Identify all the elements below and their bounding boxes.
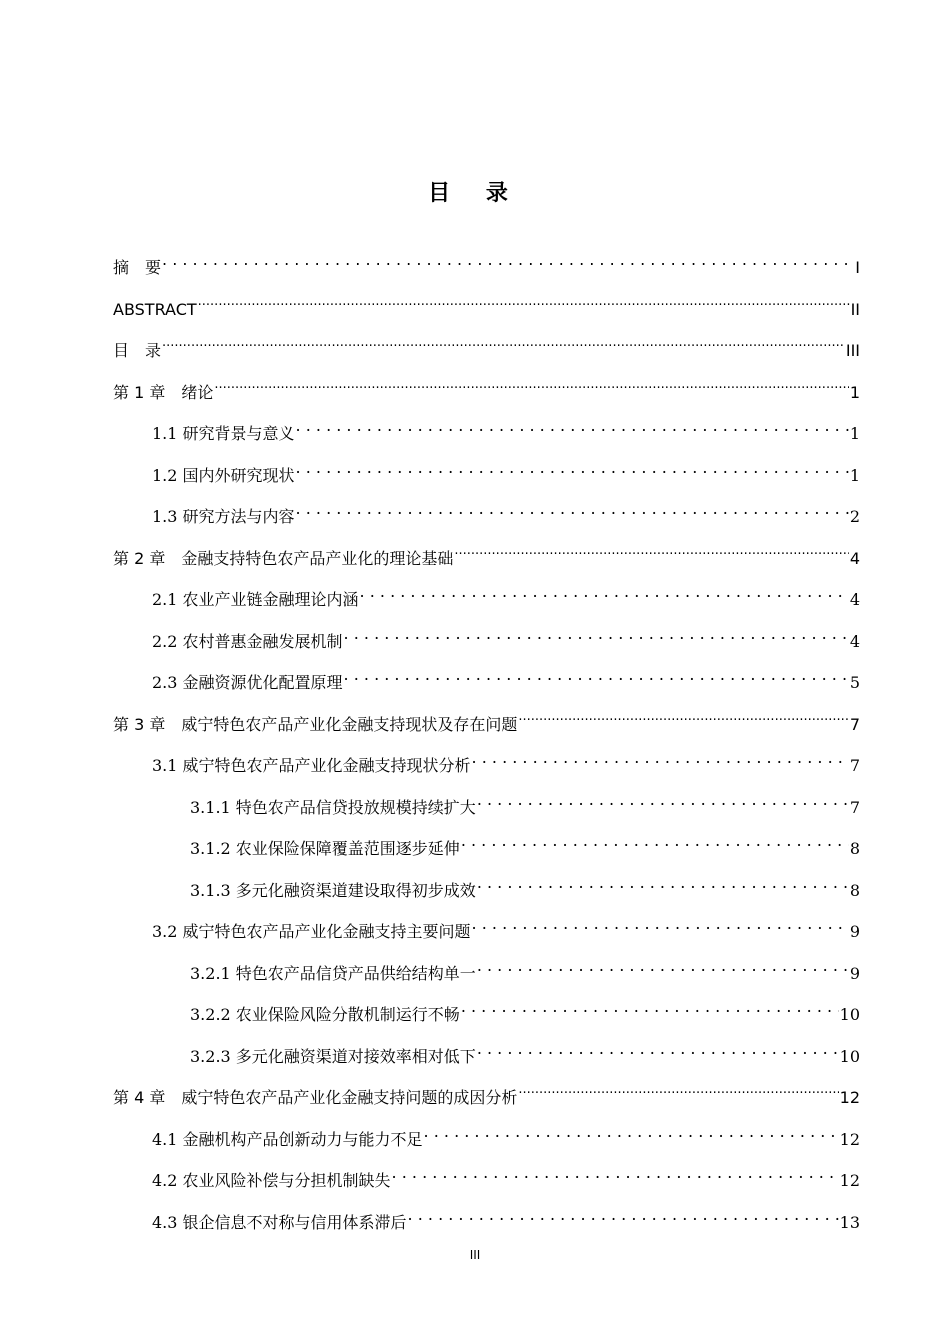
- toc-entry-label: 2.2 农村普惠金融发展机制: [152, 632, 343, 651]
- toc-entry-page: 10: [839, 1047, 860, 1066]
- toc-entry-section-3-2-3[interactable]: [190, 1036, 860, 1066]
- leader-dots: [344, 621, 849, 647]
- toc-entry-label: 第 4 章 威宁特色农产品产业化金融支持问题的成因分析: [113, 1088, 518, 1107]
- leader-dots: [408, 1202, 839, 1228]
- toc-entry-label: 第 2 章 金融支持特色农产品产业化的理论基础: [113, 549, 454, 568]
- toc-entry-label: 1.2 国内外研究现状: [152, 466, 295, 485]
- page-title: 目 录: [428, 181, 522, 206]
- toc-entry-page: 9: [849, 964, 860, 983]
- toc-entry-section-4-1[interactable]: [152, 1119, 860, 1149]
- toc-entry-section-4-3[interactable]: [152, 1202, 860, 1232]
- toc-entry-page: 7: [849, 715, 860, 734]
- leader-dots: [392, 1160, 839, 1186]
- toc-entry-chapter-2[interactable]: [113, 538, 860, 568]
- toc-entry-section-3-1-2[interactable]: [190, 828, 860, 858]
- toc-entry-label: 1.1 研究背景与意义: [152, 424, 295, 443]
- toc-entry-section-4-2[interactable]: [152, 1160, 860, 1190]
- toc-entry-page: 13: [839, 1213, 860, 1232]
- toc-entry-page: 7: [849, 798, 860, 817]
- leader-dots: [461, 994, 839, 1020]
- toc-entry-page: 2: [849, 507, 860, 526]
- toc-entry-label: 4.2 农业风险补偿与分担机制缺失: [152, 1171, 391, 1190]
- toc-entry-page: II: [850, 300, 860, 319]
- leader-dots: [162, 247, 854, 273]
- leader-dots: [472, 911, 849, 937]
- leader-dots: [518, 1077, 838, 1103]
- toc-entry-page: 4: [849, 549, 860, 568]
- toc-entry-label: 1.3 研究方法与内容: [152, 507, 295, 526]
- leader-dots: [518, 704, 848, 730]
- toc-entry-section-2-1[interactable]: [152, 579, 860, 609]
- toc-entry-page: 8: [849, 839, 860, 858]
- toc-entry-page: 7: [849, 756, 860, 775]
- toc-entry-label: 3.1.1 特色农产品信贷投放规模持续扩大: [190, 798, 476, 817]
- toc-entry-page: 1: [849, 424, 860, 443]
- leader-dots: [198, 289, 850, 315]
- toc-entry-label: 3.2 威宁特色农产品产业化金融支持主要问题: [152, 922, 471, 941]
- leader-dots: [424, 1119, 839, 1145]
- toc-entry-section-3-2-1[interactable]: [190, 953, 860, 983]
- leader-dots: [296, 413, 849, 439]
- leader-dots: [214, 372, 848, 398]
- leader-dots: [477, 1036, 839, 1062]
- toc-entry-section-1-1[interactable]: [152, 413, 860, 443]
- leader-dots: [360, 579, 849, 605]
- leader-dots: [344, 662, 849, 688]
- toc-entry-section-3-1-3[interactable]: [190, 870, 860, 900]
- toc-entry-label: ABSTRACT: [113, 300, 197, 319]
- toc-entry-label: 2.3 金融资源优化配置原理: [152, 673, 343, 692]
- leader-dots: [472, 745, 849, 771]
- toc-entry-page: 12: [839, 1088, 860, 1107]
- toc-entry-chapter-1[interactable]: [113, 372, 860, 402]
- toc-entry-page: 1: [849, 466, 860, 485]
- toc-entry-page: 4: [849, 632, 860, 651]
- leader-dots: [477, 953, 849, 979]
- toc-entry-label: 3.2.3 多元化融资渠道对接效率相对低下: [190, 1047, 476, 1066]
- leader-dots: [477, 870, 849, 896]
- leader-dots: [454, 538, 848, 564]
- toc-entry-chapter-3[interactable]: [113, 704, 860, 734]
- leader-dots: [296, 496, 849, 522]
- toc-entry-label: 4.3 银企信息不对称与信用体系滞后: [152, 1213, 407, 1232]
- toc-entry-page: I: [855, 258, 860, 277]
- leader-dots: [461, 828, 849, 854]
- toc-entry-label: 目 录: [113, 341, 162, 360]
- toc-entry-page: 12: [839, 1130, 860, 1149]
- toc-entry-section-2-3[interactable]: [152, 662, 860, 692]
- toc-entry-page: 12: [839, 1171, 860, 1190]
- toc-entry-abstract-en[interactable]: [113, 289, 860, 319]
- toc-entry-chapter-4[interactable]: [113, 1077, 860, 1107]
- toc-entry-section-1-2[interactable]: [152, 455, 860, 485]
- toc-entry-abstract-cn[interactable]: [113, 247, 860, 277]
- toc-entry-page: 4: [849, 590, 860, 609]
- toc-entry-page: 9: [849, 922, 860, 941]
- toc-entry-label: 摘 要: [113, 258, 162, 277]
- toc-entry-section-3-2[interactable]: [152, 911, 860, 941]
- toc-entry-page: 5: [849, 673, 860, 692]
- toc-entry-page: III: [845, 341, 860, 360]
- leader-dots: [477, 787, 849, 813]
- page-number-footer: III: [469, 1248, 481, 1262]
- toc-entry-label: 3.1.2 农业保险保障覆盖范围逐步延伸: [190, 839, 460, 858]
- toc-entry-label: 2.1 农业产业链金融理论内涵: [152, 590, 359, 609]
- toc-entry-label: 3.1 威宁特色农产品产业化金融支持现状分析: [152, 756, 471, 775]
- toc-entry-label: 第 1 章 绪论: [113, 383, 214, 402]
- leader-dots: [296, 455, 849, 481]
- toc-entry-page: 8: [849, 881, 860, 900]
- toc-entry-section-3-1[interactable]: [152, 745, 860, 775]
- toc-entry-section-2-2[interactable]: [152, 621, 860, 651]
- toc-entry-section-1-3[interactable]: [152, 496, 860, 526]
- toc-entry-label: 3.1.3 多元化融资渠道建设取得初步成效: [190, 881, 476, 900]
- toc-entry-section-3-2-2[interactable]: [190, 994, 860, 1024]
- toc-entry-label: 3.2.2 农业保险风险分散机制运行不畅: [190, 1005, 460, 1024]
- leader-dots: [162, 330, 845, 356]
- toc-entry-label: 3.2.1 特色农产品信贷产品供给结构单一: [190, 964, 476, 983]
- toc-entry-label: 4.1 金融机构产品创新动力与能力不足: [152, 1130, 423, 1149]
- toc-entry-label: 第 3 章 威宁特色农产品产业化金融支持现状及存在问题: [113, 715, 518, 734]
- toc-entry-contents[interactable]: [113, 330, 860, 360]
- toc-entry-section-3-1-1[interactable]: [190, 787, 860, 817]
- toc-entry-page: 10: [839, 1005, 860, 1024]
- toc-entry-page: 1: [849, 383, 860, 402]
